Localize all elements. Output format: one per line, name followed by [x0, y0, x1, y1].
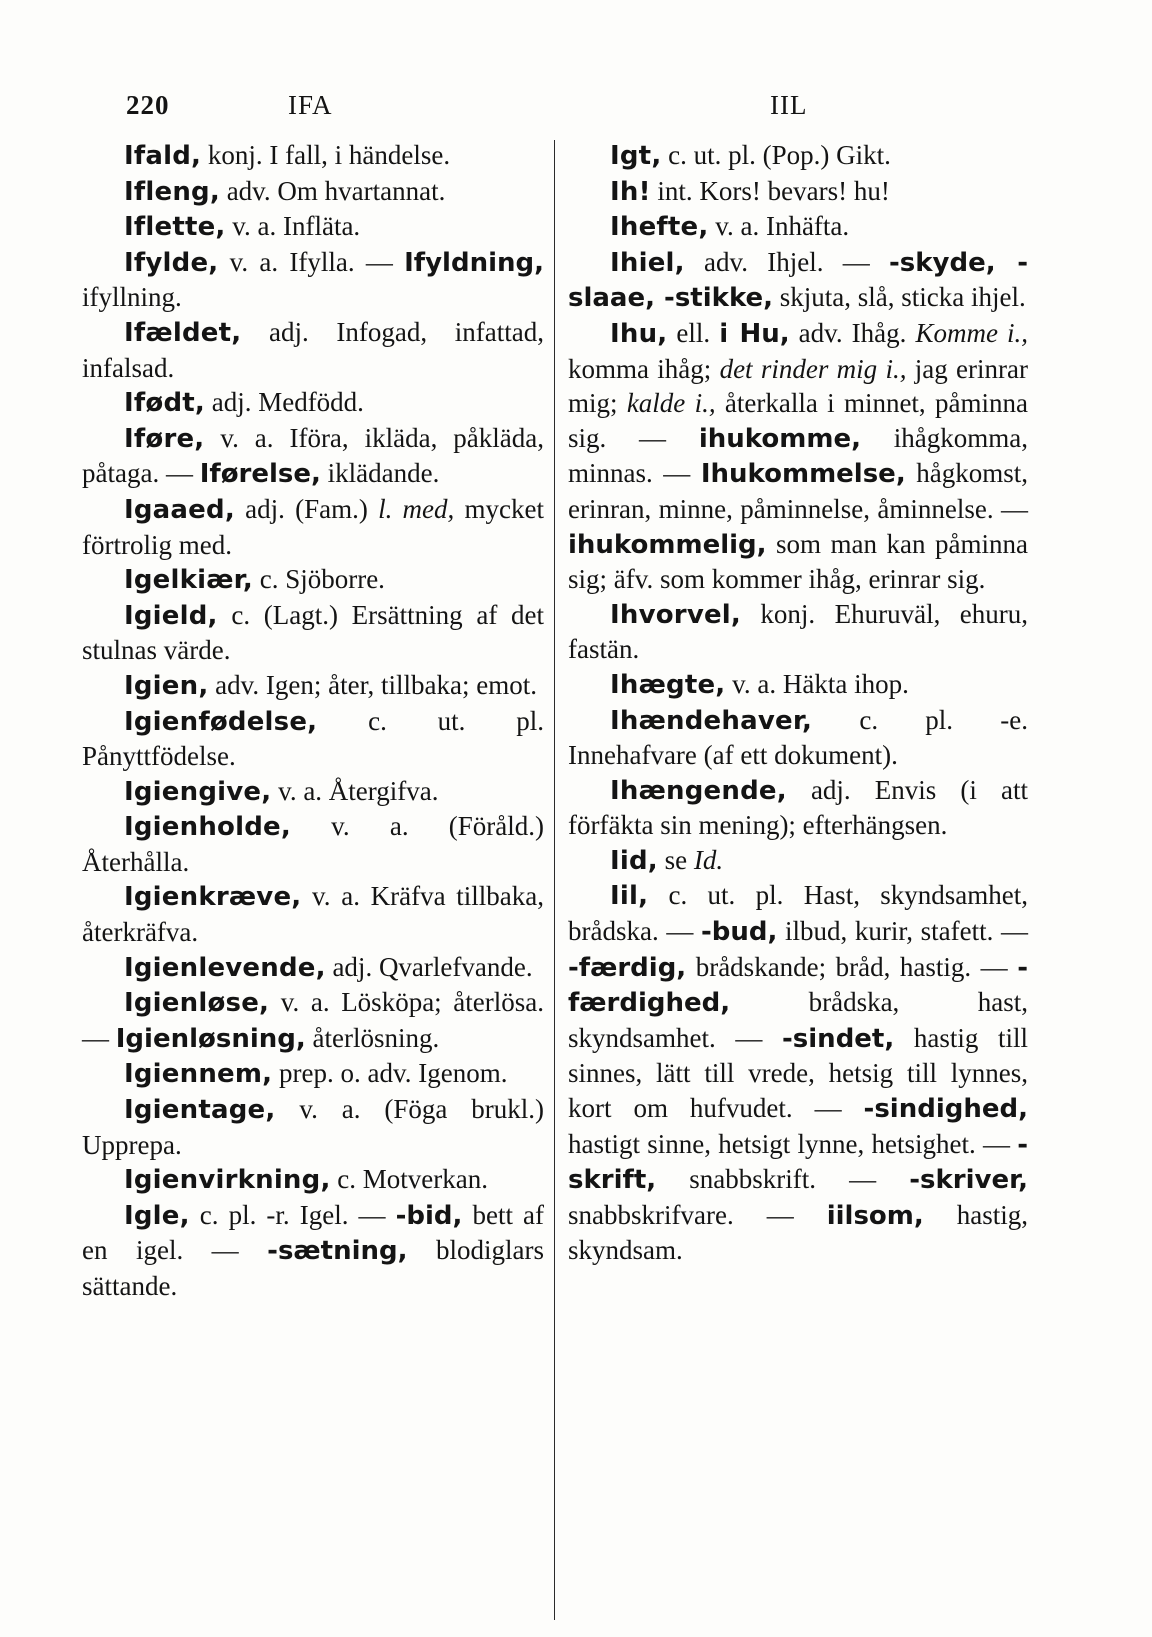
running-head: [0, 90, 1152, 130]
dictionary-entry: [568, 174, 1028, 210]
headword: Igienholde,: [124, 812, 291, 843]
dictionary-entry: [568, 209, 1028, 245]
definition: hastig till sinnes, lätt till vrede, hetsig till lynnes, kort om hufvudet. —: [568, 1022, 1028, 1124]
dictionary-entry: [82, 138, 544, 174]
italic-phrase: kalde i.,: [626, 388, 716, 419]
headword: Igt,: [610, 141, 662, 171]
headword: Igienvirkning,: [124, 1165, 331, 1196]
definition: int. Kors! bevars! hu!: [650, 175, 890, 206]
definition: jag erinrar mig;: [568, 353, 1028, 419]
sub-headword: Igienløsning,: [115, 1023, 306, 1054]
definition: c. ut. pl. Pånyttfödelse.: [82, 705, 544, 772]
definition: v. a. Häkta ihop.: [725, 668, 909, 699]
headword: Ihefte,: [610, 212, 709, 243]
definition: adj. (Fam.): [234, 493, 379, 524]
definition: snabbskrift. —: [656, 1164, 910, 1195]
dictionary-entry: [82, 421, 544, 492]
definition: hastigt sinne, hetsigt lynne, hetsighet. —: [568, 1128, 1018, 1159]
sub-headword: Ihukommelse,: [700, 459, 906, 490]
sub-headword: ihukommelig,: [568, 529, 767, 560]
sub-headword: -sindighed,: [863, 1094, 1028, 1125]
headword: Ihu,: [610, 318, 668, 349]
dictionary-entry: [82, 385, 544, 421]
italic-phrase: l. med,: [378, 493, 455, 524]
sub-headword: Ifyldning,: [404, 247, 544, 278]
definition: c. ut. pl. (Pop.) Gikt.: [661, 140, 891, 170]
definition: c. pl. -e. Innehafvare (af ett dokument).: [568, 704, 1028, 771]
definition: återkalla i minnet, påminna sig. —: [568, 388, 1028, 453]
sub-headword: -færdig,: [568, 952, 687, 983]
definition: v. a. Återgifva.: [271, 775, 439, 806]
definition: adv. Igen; åter, tillbaka; emot.: [208, 669, 537, 700]
definition: v. a. Infläta.: [225, 211, 361, 242]
headword: Iil,: [610, 881, 649, 912]
definition: adv. Ihjel. —: [684, 246, 889, 277]
dictionary-entry: [82, 315, 544, 385]
definition: blodiglars sättande.: [82, 1235, 544, 1301]
guide-word-right: IIL: [770, 90, 808, 120]
headword: Ihændehaver,: [610, 705, 813, 736]
dictionary-entry: [82, 950, 544, 986]
dictionary-entry: [82, 562, 544, 598]
italic-phrase: Komme i.,: [915, 317, 1028, 348]
headword: Igienlevende,: [124, 952, 326, 983]
definition: v. a. (Föga brukl.) Upprepa.: [82, 1094, 544, 1160]
dictionary-entry: [82, 1092, 544, 1162]
dictionary-entry: [82, 809, 544, 879]
dictionary-entry: [82, 985, 544, 1056]
sub-headword: -skyde, -slaae, -stikke,: [568, 247, 1028, 314]
headword: Ifødt,: [124, 388, 205, 419]
headword: Iføre,: [124, 423, 205, 454]
dictionary-entry: [568, 138, 1028, 174]
dictionary-entry: [82, 774, 544, 810]
headword: Igiennem,: [124, 1059, 273, 1090]
definition: brådskande; bråd, hastig. —: [686, 951, 1018, 982]
definition: prep. o. adv. Igenom.: [272, 1058, 508, 1089]
definition: se: [657, 844, 694, 875]
definition: iklädande.: [320, 458, 440, 489]
definition: ell.: [667, 317, 720, 348]
definition: återlösning.: [305, 1022, 440, 1053]
sub-headword: -bud,: [700, 917, 778, 948]
headword: Ihægte,: [610, 669, 726, 700]
sub-headword: -sætning,: [267, 1236, 408, 1267]
definition: ilbud, kurir, stafett. —: [777, 916, 1028, 947]
headword: Igle,: [124, 1200, 190, 1231]
headword: Igien,: [124, 670, 209, 701]
definition: hågkomst, erinran, minne, påminnelse, åminnelse. —: [568, 458, 1028, 524]
headword: Igelkiær,: [124, 565, 253, 596]
sub-headword: -skriver,: [909, 1165, 1028, 1196]
dictionary-entry: [82, 1198, 544, 1304]
definition: adj. Medfödd.: [204, 387, 364, 418]
right-column: [568, 138, 1028, 1268]
definition: adj. Infogad, infattad, infalsad.: [82, 316, 544, 383]
definition: konj. I fall, i händelse.: [201, 140, 451, 170]
definition: adj. Envis (i att förfäkta sin mening); efterhängsen.: [568, 774, 1028, 841]
dictionary-entry: [568, 878, 1028, 1268]
dictionary-entry: [82, 879, 544, 949]
definition: c. ut. pl. Hast, skyndsamhet, brådska. —: [568, 880, 1028, 947]
headword: Ifældet,: [124, 317, 242, 348]
left-column: [82, 138, 544, 1304]
dictionary-entry: [82, 1162, 544, 1198]
definition: ifyllning.: [82, 282, 182, 313]
dictionary-entry: [82, 1056, 544, 1092]
dictionary-entry: [82, 174, 544, 210]
dictionary-entry: [568, 597, 1028, 667]
definition: som man kan påminna sig; äfv. som kommer ihåg, erinrar sig.: [568, 528, 1028, 595]
headword: Ih!: [610, 176, 651, 207]
headword: Ihvorvel,: [610, 599, 741, 630]
dictionary-entry: [568, 316, 1028, 597]
dictionary-entry: [568, 703, 1028, 773]
sub-headword: ihukomme,: [698, 423, 861, 454]
definition: v. a. Kräfva tillbaka, återkräfva.: [82, 881, 544, 948]
sub-headword: -skrift,: [568, 1129, 1028, 1196]
definition: v. a. Iföra, ikläda, påkläda, påtaga. —: [82, 422, 544, 489]
definition: adv. Om hvartannat.: [219, 175, 446, 206]
sub-headword: iilsom,: [826, 1200, 924, 1231]
dictionary-entry: [82, 245, 544, 315]
definition: c. Motverkan.: [330, 1164, 488, 1195]
headword: Iflette,: [124, 212, 226, 243]
headword: Igientage,: [124, 1095, 276, 1126]
definition: bett af en igel. —: [82, 1199, 544, 1266]
headword: Ifylde,: [124, 247, 219, 278]
column-divider: [554, 140, 555, 1620]
definition: mycket förtrolig med.: [82, 493, 544, 560]
headword: Igaaed,: [124, 494, 235, 525]
definition: brådska, hast, skyndsamhet. —: [568, 987, 1028, 1053]
definition: komma ihåg;: [568, 353, 720, 384]
definition: snabbskrifvare. —: [568, 1199, 827, 1230]
definition: c. pl. -r. Igel. —: [189, 1199, 396, 1230]
headword: Igiengive,: [124, 776, 272, 807]
definition: hastig, skyndsam.: [568, 1199, 1028, 1266]
page-number: 220: [126, 90, 170, 120]
definition: c. (Lagt.) Ersättning af det stulnas värde.: [82, 599, 544, 666]
sub-headword: -færdighed,: [568, 952, 1028, 1019]
dictionary-entry: [82, 704, 544, 774]
sub-headword: -bid,: [395, 1200, 463, 1231]
headword: Ifald,: [124, 141, 202, 171]
headword: Igield,: [124, 600, 218, 631]
headword: Igienløse,: [124, 988, 270, 1019]
dictionary-entry: [82, 209, 544, 245]
headword: Ifleng,: [124, 176, 220, 207]
definition: v. a. (Föråld.) Återhålla.: [82, 811, 544, 877]
sub-headword: i Hu,: [719, 318, 790, 349]
definition: adj. Qvarlefvande.: [325, 951, 533, 982]
dictionary-entry: [568, 667, 1028, 703]
dictionary-entry: [82, 668, 544, 704]
headword: Igienfødelse,: [124, 706, 318, 737]
headword: Ihængende,: [610, 775, 787, 806]
italic-phrase: det rinder mig i.,: [719, 353, 907, 384]
headword: Igienkræve,: [124, 882, 302, 913]
definition: adv. Ihåg.: [789, 317, 916, 348]
dictionary-entry: [82, 598, 544, 668]
definition: konj. Ehuruväl, ehuru, fastän.: [568, 598, 1028, 665]
definition: ihågkomma, minnas. —: [568, 422, 1028, 489]
definition: v. a. Inhäfta.: [708, 211, 850, 242]
italic-phrase: Id.: [693, 844, 724, 875]
dictionary-entry: [568, 773, 1028, 843]
definition: c. Sjöborre.: [252, 564, 385, 595]
definition: v. a. Lösköpa; återlösa. —: [82, 987, 544, 1053]
guide-word-left: IFA: [288, 90, 333, 120]
sub-headword: -sindet,: [782, 1023, 895, 1054]
definition: skjuta, slå, sticka ihjel.: [773, 282, 1026, 313]
headword: Iid,: [610, 845, 658, 876]
definition: v. a. Ifylla. —: [218, 246, 405, 277]
dictionary-entry: [568, 245, 1028, 316]
dictionary-entry: [568, 843, 1028, 879]
dictionary-entry: [82, 492, 544, 562]
sub-headword: Iførelse,: [199, 459, 321, 490]
headword: Ihiel,: [610, 247, 685, 278]
